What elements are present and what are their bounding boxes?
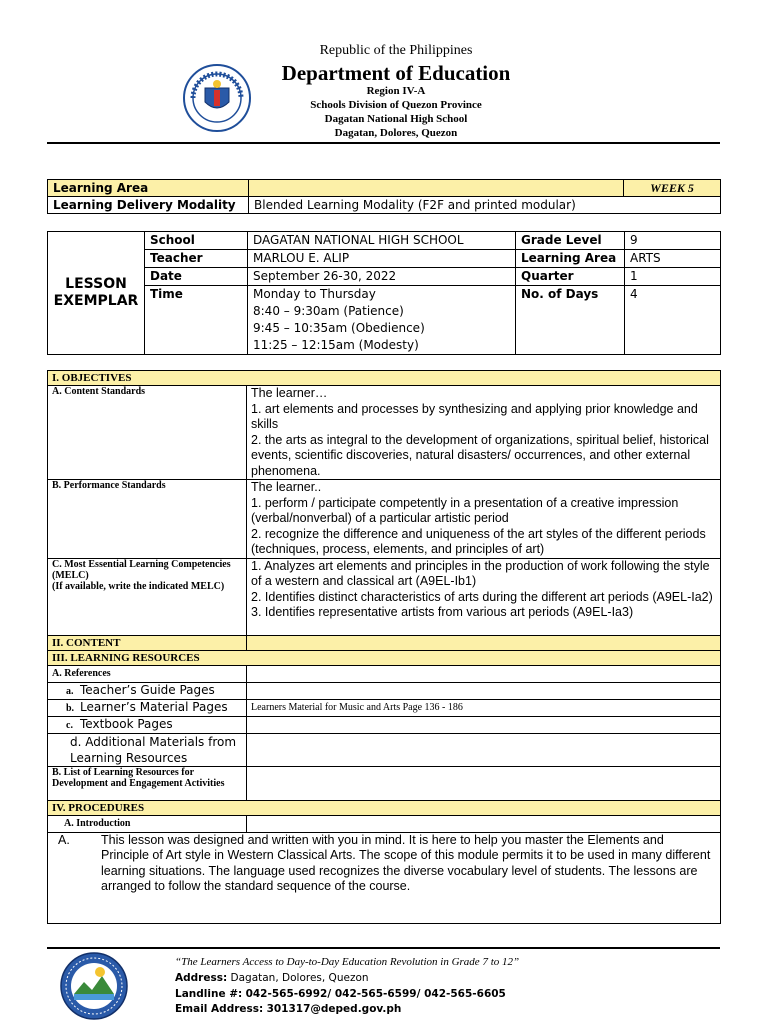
republic-line: Republic of the Philippines: [319, 43, 473, 58]
introduction-label: A. Introduction: [48, 815, 247, 832]
school-line: Dagatan National High School: [324, 113, 468, 125]
melc-label: [48, 558, 247, 635]
learning-area-table: [47, 179, 721, 214]
modality-value: Blended Learning Modality (F2F and printed modular): [249, 197, 721, 214]
area-label: Learning Area: [516, 250, 625, 268]
melc-line: 1. Analyzes art elements and principles in the production of work following the style of a western and classical art (A9EL-Ib1): [251, 558, 710, 588]
lesson-exemplar-title: [48, 232, 145, 355]
days-label: No. of Days: [516, 286, 625, 355]
time-line: Monday to Thursday: [253, 287, 376, 301]
address-value: Dagatan, Dolores, Quezon: [230, 972, 369, 984]
ref-letter: a.: [66, 685, 74, 697]
school-label: School: [145, 232, 248, 250]
time-line: 11:25 – 12:15am (Modesty): [253, 338, 419, 352]
performance-standards-label: B. Performance Standards: [48, 480, 247, 559]
ref-learners-material: [48, 699, 247, 716]
area-value: ARTS: [625, 250, 721, 268]
ref-letter: b.: [66, 702, 75, 714]
ref-label: Textbook Pages: [80, 716, 173, 731]
landline-label: Landline #:: [175, 988, 243, 1000]
ref-value: Learners Material for Music and Arts Page 136 - 186: [247, 699, 721, 716]
address-label: Address:: [175, 972, 228, 984]
melc-line: 3. Identifies representative artists from various art periods (A9EL-Ia3): [251, 605, 634, 619]
lesson-title-line2: EXEMPLAR: [53, 293, 139, 309]
ref-label: Teacher’s Guide Pages: [80, 682, 215, 697]
footer-motto: “The Learners Access to Day-to-Day Education Revolution in Grade 7 to 12”: [175, 956, 520, 968]
standard-line: The learner…: [251, 386, 328, 400]
lesson-plan-table: [47, 370, 721, 924]
grade-label: Grade Level: [516, 232, 625, 250]
intro-text: This lesson was designed and written with you in mind. It is here to help you master the Elements and Principle of Art style in Western Classical Arts. The scope of this module permits it to be used in many different learning situations. The language used recognizes the diverse vocabulary level of students. The lessons are arranged to follow the standard sequence of the course.: [101, 832, 711, 893]
content-standards-text: [247, 386, 721, 480]
ref-letter: c.: [66, 719, 73, 731]
modality-label: Learning Delivery Modality: [48, 197, 249, 214]
ref-label: Learner’s Material Pages: [80, 699, 228, 714]
landline-value: 042-565-6992/ 042-565-6599/ 042-565-6605: [245, 988, 506, 1000]
letterhead: [0, 40, 768, 150]
date-label: Date: [145, 268, 248, 286]
standard-line: 2. recognize the difference and uniqueness of the art styles of the different periods (techniques, process, elements, and principles of art): [251, 526, 706, 556]
content-value: [247, 635, 721, 650]
ref-textbook: [48, 716, 247, 733]
days-value: 4: [625, 286, 721, 355]
email-value[interactable]: 301317@deped.gov.ph: [266, 1003, 402, 1015]
date-value: September 26-30, 2022: [248, 268, 516, 286]
references-value: [247, 665, 721, 682]
learning-area-label: Learning Area: [48, 180, 249, 197]
melc-label-line: (If available, write the indicated MELC): [52, 580, 225, 592]
teacher-label: Teacher: [145, 250, 248, 268]
department-title: Department of Education: [281, 61, 511, 85]
week-label: WEEK 5: [624, 180, 721, 197]
melc-text: [247, 558, 721, 635]
standard-line: The learner..: [251, 480, 322, 494]
objectives-heading: I. OBJECTIVES: [48, 371, 721, 386]
introduction-paragraph: [48, 833, 720, 895]
standard-line: 1. perform / participate competently in a presentation of a creative impression (verbal/nonverbal) of a particular artistic period: [251, 495, 679, 525]
procedures-heading: IV. PROCEDURES: [48, 800, 721, 815]
footer-divider: [47, 947, 720, 949]
time-value: [248, 286, 516, 355]
introduction-value: [247, 815, 721, 832]
time-label: Time: [145, 286, 248, 355]
ref-value: [247, 716, 721, 733]
email-label: Email Address:: [175, 1003, 264, 1015]
introduction-text-cell: [48, 832, 721, 923]
address-line: Dagatan, Dolores, Quezon: [334, 127, 458, 139]
learning-area-value: [249, 180, 624, 197]
standard-line: 1. art elements and processes by synthesizing and applying prior knowledge and skills: [251, 401, 698, 431]
content-standards-label: A. Content Standards: [48, 386, 247, 480]
teacher-value: MARLOU E. ALIP: [248, 250, 516, 268]
list-resources-label: B. List of Learning Resources for Development and Engagement Activities: [48, 766, 247, 800]
ref-value: [247, 682, 721, 699]
region-line: Region IV-A: [366, 85, 426, 97]
resources-heading: III. LEARNING RESOURCES: [48, 650, 721, 665]
performance-standards-text: [247, 480, 721, 559]
additional-materials-value: [247, 733, 721, 766]
header-divider: [47, 142, 720, 144]
time-line: 9:45 – 10:35am (Obedience): [253, 321, 425, 335]
lesson-title-line1: LESSON: [65, 276, 127, 292]
footer-address: [175, 972, 369, 984]
quarter-value: 1: [625, 268, 721, 286]
lesson-info-table: [47, 231, 721, 355]
division-line: Schools Division of Quezon Province: [310, 99, 482, 111]
quarter-label: Quarter: [516, 268, 625, 286]
school-seal-icon: [60, 952, 128, 1020]
list-resources-value: [247, 766, 721, 800]
grade-value: 9: [625, 232, 721, 250]
ref-teachers-guide: [48, 682, 247, 699]
intro-letter: A.: [58, 832, 70, 847]
time-line: 8:40 – 9:30am (Patience): [253, 304, 404, 318]
school-value: DAGATAN NATIONAL HIGH SCHOOL: [248, 232, 516, 250]
footer-email: [175, 1003, 401, 1015]
references-label: A. References: [48, 665, 247, 682]
footer-landline: [175, 988, 506, 1000]
standard-line: 2. the arts as integral to the development of organizations, spiritual belief, historical events, scientific discoveries, natural disasters/ occurrences, and other external phenomena.: [251, 432, 709, 478]
content-heading: II. CONTENT: [48, 635, 247, 650]
melc-label-line: C. Most Essential Learning Competencies (MELC): [52, 558, 231, 581]
melc-line: 2. Identifies distinct characteristics of arts during the different art periods (A9EL-Ia2): [251, 589, 713, 604]
additional-materials-label: d. Additional Materials from Learning Resources: [48, 733, 247, 766]
